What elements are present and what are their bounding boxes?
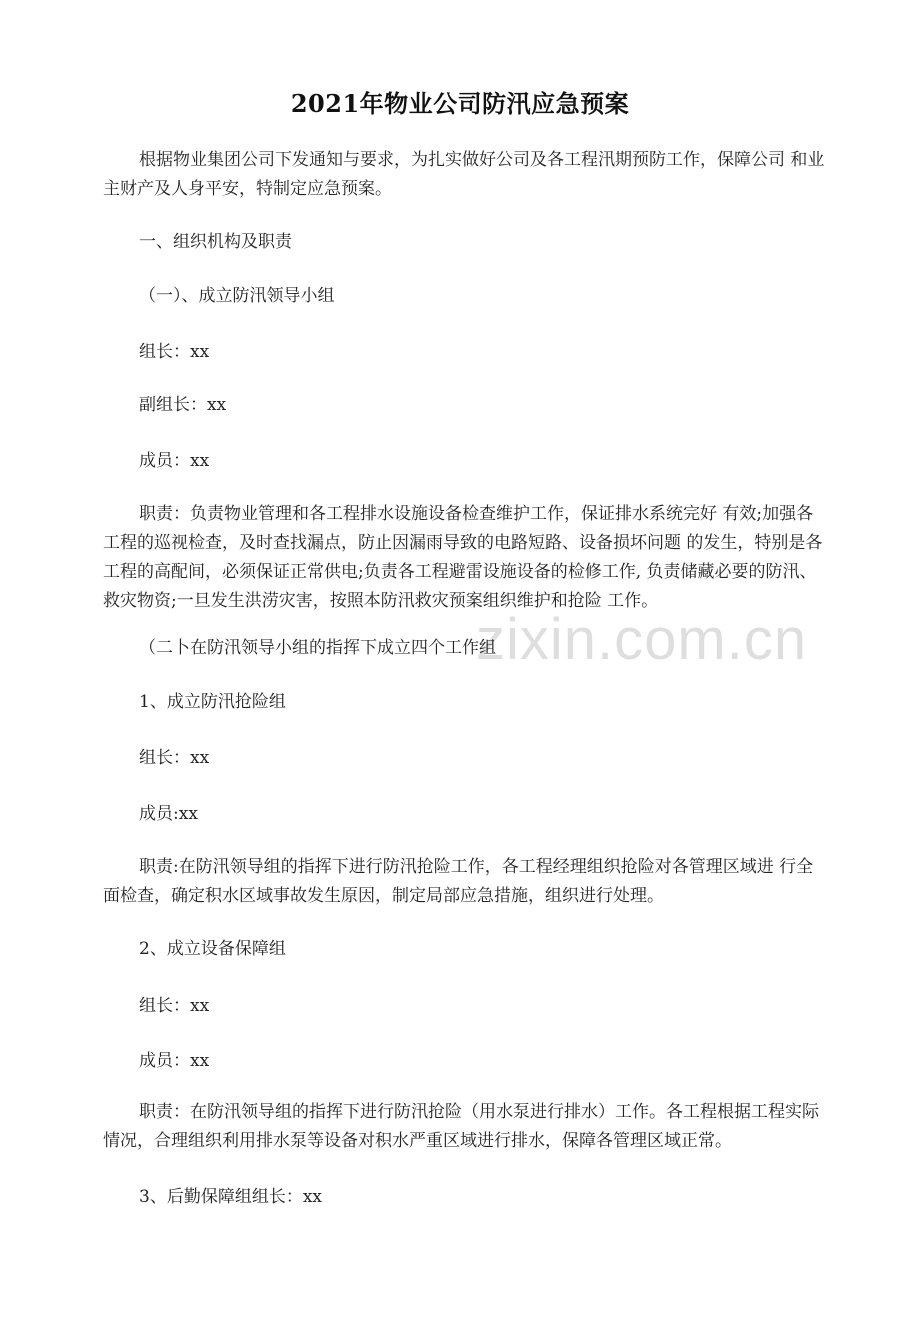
leader-line: 组长：xx [139, 342, 210, 362]
subsection-leadership-group: （一）、成立防汛领导小组 [139, 286, 335, 306]
group1-duty-paragraph: 职责:在防汛领导组的指挥下进行防汛抢险工作，各工程经理组织抢险对各管理区域进 行全面检查，确定积水区域事故发生原因，制定局部应急措施，组织进行处理。 [103, 857, 814, 906]
section-heading-organization: 一、组织机构及职责 [139, 232, 292, 252]
group1-leader-line: 组长：xx [139, 748, 210, 768]
group2-heading: 2、成立设备保障组 [139, 939, 286, 959]
group1-heading: 1、成立防汛抢险组 [139, 692, 286, 712]
group2-duty-paragraph: 职责：在防汛领导组的指挥下进行防汛抢险（用水泵进行排水）工作。各工程根据工程实际情况，合理组织利用排水泵等设备对积水严重区域进行排水，保障各管理区域正常。 [103, 1102, 819, 1151]
members-line: 成员：xx [139, 451, 210, 471]
group2-leader-line: 组长：xx [139, 996, 210, 1016]
subsection-work-groups: （二卜在防汛领导小组的指挥下成立四个工作组 [139, 638, 496, 658]
deputy-leader-line: 副组长：xx [139, 395, 227, 415]
leadership-duty-paragraph: 职责：负责物业管理和各工程排水设施设备检查维护工作，保证排水系统完好 有效;加强各工程的巡视检查，及时查找漏点，防止因漏雨导致的电路短路、设备损坏问题 的发生，特别是各工程的高配间，必须保证正常供电;负责各工程避雷设施设备的检修工作, 负责储藏必要的防汛、救灾物资;一旦发生洪涝灾害，按照本防汛救灾预案组织维护和抢险 工作。 [103, 504, 823, 611]
group1-members-line: 成员:xx [139, 804, 198, 824]
group2-members-line: 成员：xx [139, 1051, 210, 1071]
document-title: 2021年物业公司防汛应急预案 [290, 89, 630, 118]
intro-paragraph: 根据物业集团公司下发通知与要求，为扎实做好公司及各工程汛期预防工作，保障公司 和业主财产及人身平安，特制定应急预案。 [103, 150, 825, 199]
watermark-text: zixin.com.cn [476, 607, 808, 672]
group3-heading: 3、后勤保障组组长：xx [139, 1187, 322, 1207]
